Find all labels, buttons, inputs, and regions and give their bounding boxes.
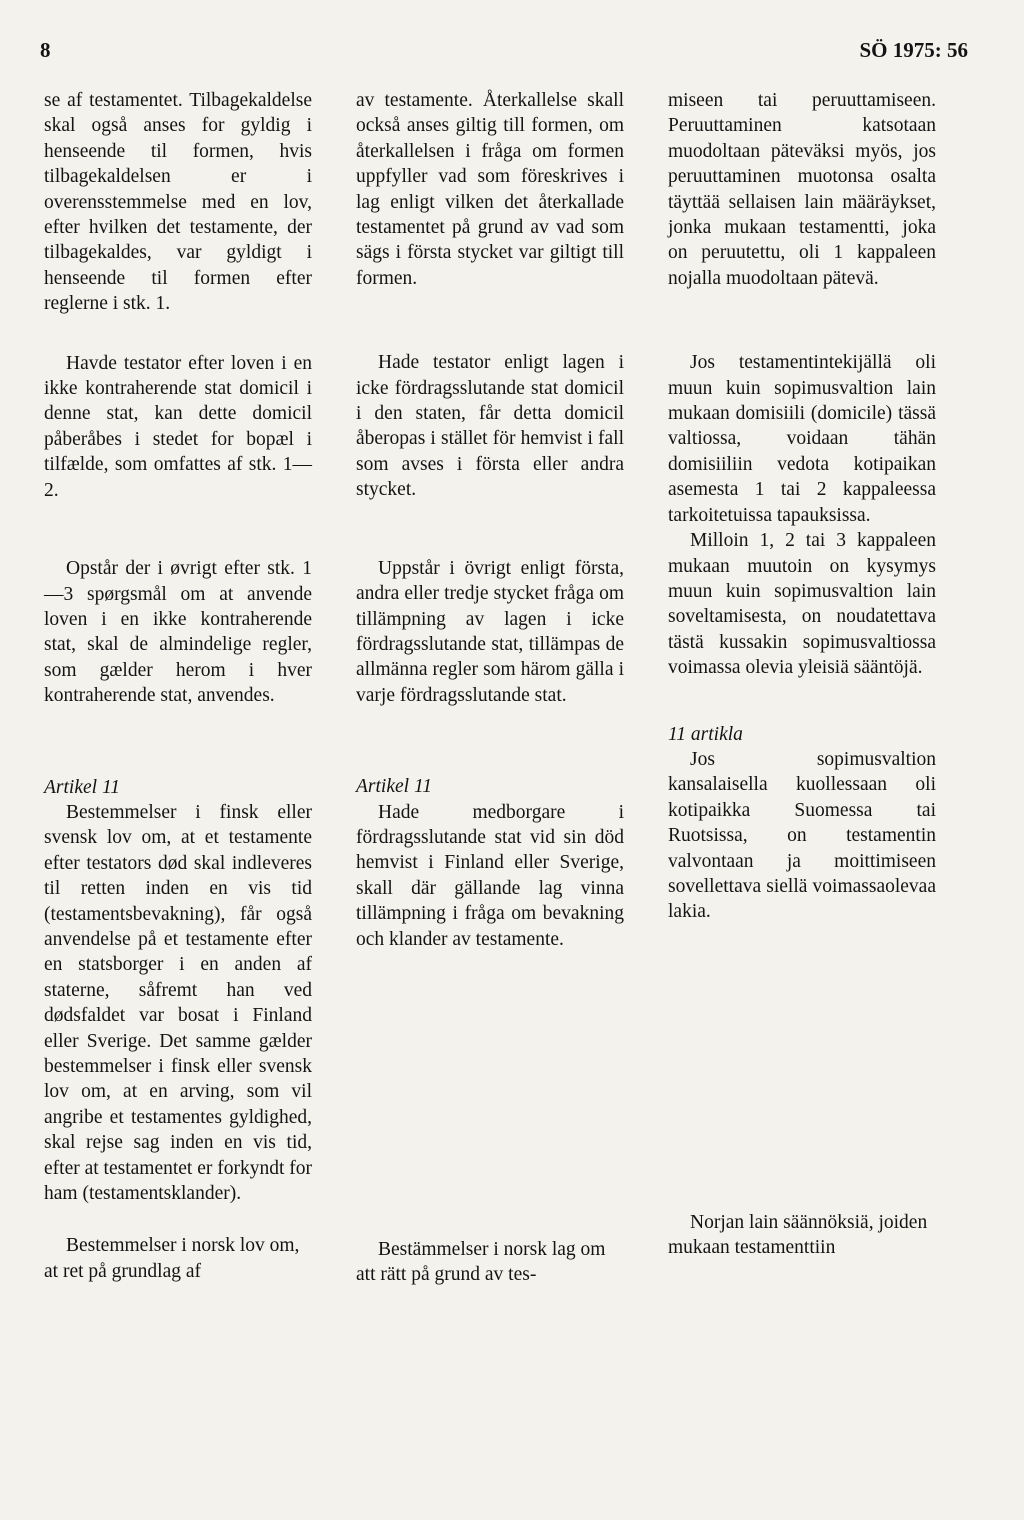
paragraph: Bestemmelser i finsk eller svensk lov om, at et testamente efter testators død skal indleveres til retten inden en vis tid (testamentsbevakning), får også anvendelse på et testamente efter en statsborger i en anden af staterne, såfremt han ved dødsfaldet var bosat i Finland eller Sverige. Det samme gælder bestemmelser i finsk eller svensk lov om, at en arving, som vil angribe et testamentes gyldighed, skal rejse sag inden en vis tid, efter at testamentet er forkyndt for ham (testamentsklander). xyxy=(44,801,313,1205)
paragraph: Havde testator efter loven i en ikke kontraherende stat domicil i denne stat, kan dette domicil påberåbes i stedet for bopæl i tilfælde, som omfattes af stk. 1—2. xyxy=(44,352,312,501)
document-reference: SÖ 1975: 56 xyxy=(859,38,968,62)
paragraph: Jos testamentintekijällä oli muun kuin sopimusvaltion lain mukaan domisiili (domicile) tässä valtiossa, voidaan tähän domisiiliin vedota kotipaikan asemesta 1 tai 2 kappaleessa tarkoitetuissa tapauksissa. xyxy=(668,352,936,526)
column-danish xyxy=(44,88,312,1284)
page-number: 8 xyxy=(40,38,51,62)
column-swedish xyxy=(356,88,624,1288)
article-heading: 11 artikla xyxy=(668,723,743,745)
column-finnish xyxy=(668,88,936,1261)
paragraph: Milloin 1, 2 tai 3 kappaleen mukaan muutoin on kysymys muun kuin sopimusvaltion lain soveltamisesta, on noudatettava tästä kussakin sopimusvaltiossa voimassa olevia yleisiä sääntöjä. xyxy=(668,530,936,679)
paragraph: Uppstår i övrigt enligt första, andra eller tredje stycket fråga om tillämpning av lagen i icke fördragsslutande stat, tillämpas de allmänna regler som härom gälla i varje fördragsslutande stat. xyxy=(356,557,624,706)
paragraph: av testamente. Återkallelse skall också anses giltig till formen, om återkallelsen i fråga om formen uppfyller vad som föreskrives i lag enligt vilken det återkallade testamentet på grund av vad som sägs i första stycket var giltigt till formen. xyxy=(356,90,624,289)
article-heading: Artikel 11 xyxy=(356,776,432,798)
paragraph: se af testamentet. Tilbagekaldelse skal også anses for gyldig i henseende til formen, hvis tilbagekaldelsen er i overensstemmelse med en lov, efter hvilken det testamente, der tilbagekaldes, var gyldigt i henseende til formen efter reglerne i stk. 1. xyxy=(44,90,312,315)
paragraph: Bestemmelser i norsk lov om, at ret på grundlag af xyxy=(44,1235,300,1282)
paragraph: Jos sopimusvaltion kansalaisella kuollessaan oli kotipaikka Suomessa tai Ruotsissa, on testamentin valvontaan ja moittimiseen sovellettava siellä voimassaolevaa lakia. xyxy=(668,748,936,923)
paragraph: Bestämmelser i norsk lag om att rätt på grund av tes- xyxy=(356,1238,606,1286)
paragraph: Norjan lain säännöksiä, joiden mukaan testamenttiin xyxy=(668,1211,928,1259)
paragraph: Opstår der i øvrigt efter stk. 1—3 spørgsmål om at anvende loven i en ikke kontraherende stat, skal de almindelige regler, som gælder herom i hver kontraherende stat, anvendes. xyxy=(44,558,312,707)
paragraph: Hade medborgare i fördragsslutande stat vid sin död hemvist i Finland eller Sverige, skall där gällande lag vinna tillämpning i fråga om bevakning och klander av testamente. xyxy=(356,801,624,950)
paragraph: miseen tai peruuttamiseen. Peruuttaminen katsotaan muodoltaan päteväksi myös, jos peruuttaminen muotonsa osalta täyttää sellaisen lain määräykset, jonka mukaan testamentti, joka on peruutettu, oli 1 kappaleen nojalla muodoltaan pätevä. xyxy=(668,90,936,289)
page-header xyxy=(40,38,968,68)
paragraph: Hade testator enligt lagen i icke fördragsslutande stat domicil i den staten, får detta domicil åberopas i stället för hemvist i fall som avses i första eller andra stycket. xyxy=(356,352,624,501)
article-heading: Artikel 11 xyxy=(44,776,120,798)
